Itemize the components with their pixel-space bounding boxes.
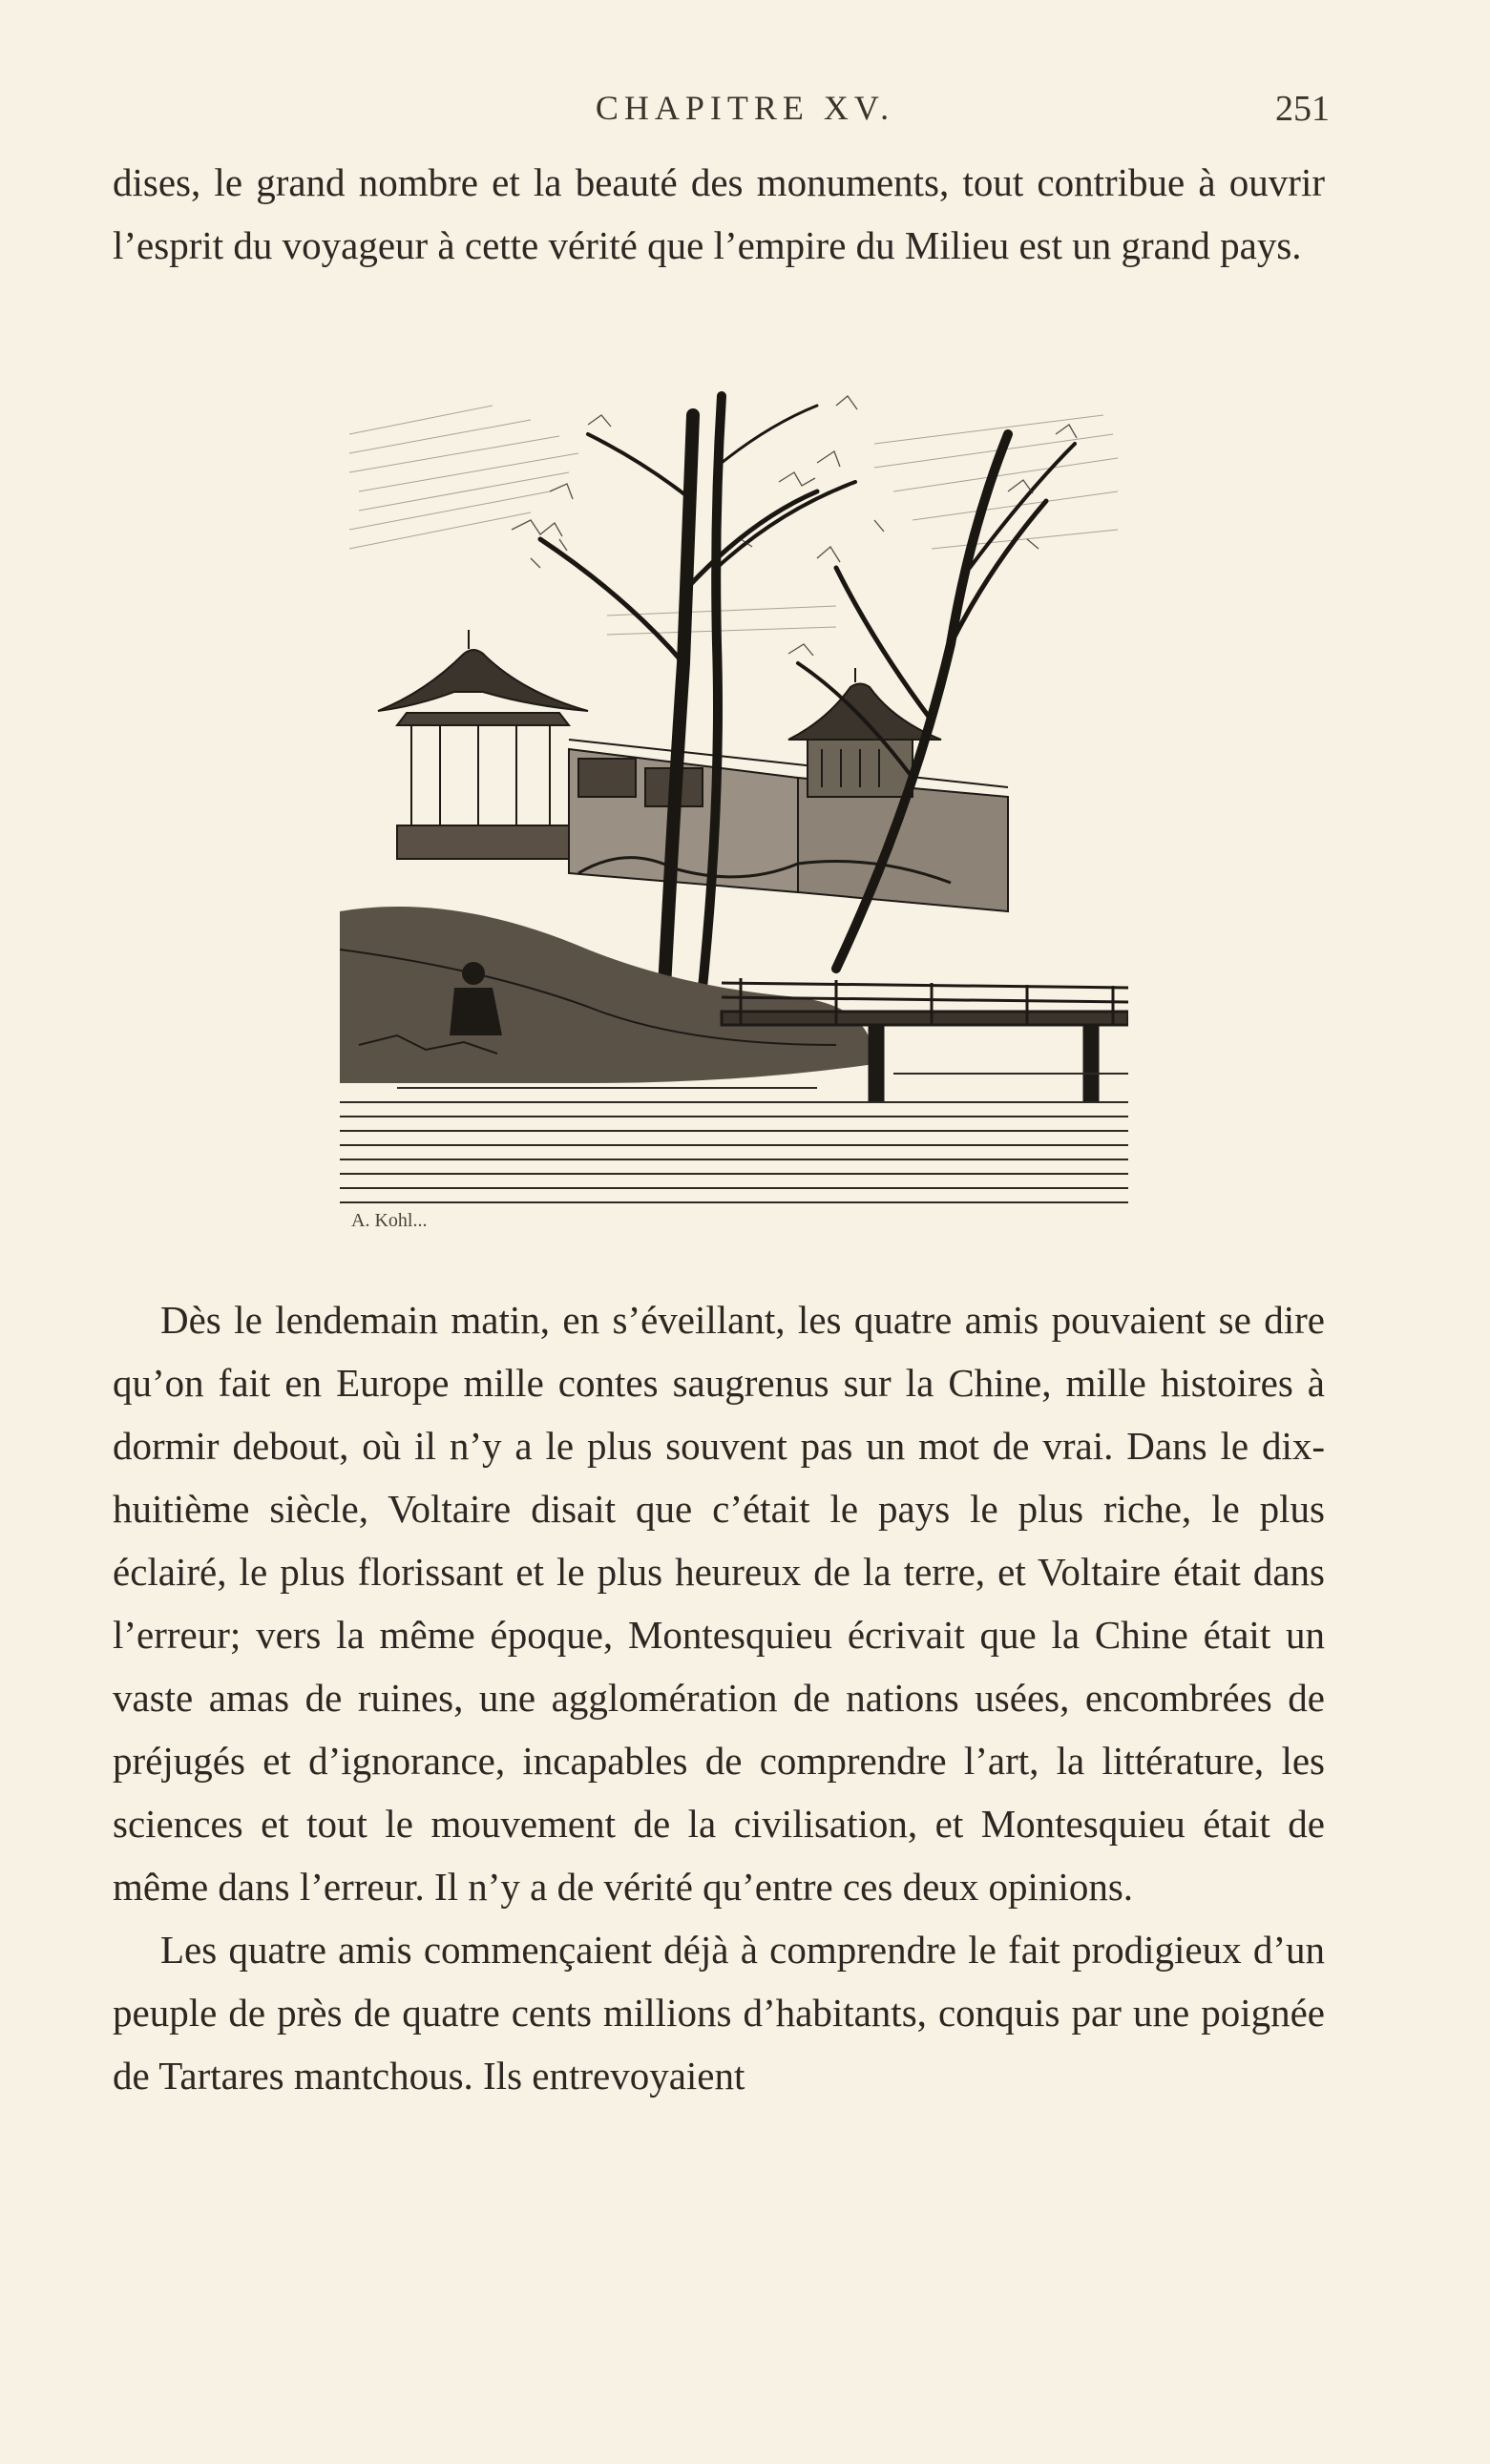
garden-wall	[569, 740, 1008, 911]
paragraph: Les quatre amis commençaient déjà à comprendre le fait prodigieux d’un peuple de près de quatre cents millions d’habitants, conquis par une poignée de Tartares mantchous. Ils entrevoyaient	[113, 1928, 1325, 2098]
paragraph: dises, le grand nombre et la beauté des monuments, tout contribue à ouvrir l’esprit du voyageur à cette vérité que l’empire du Milieu est un grand pays.	[113, 160, 1325, 267]
left-pavilion	[378, 630, 588, 859]
tree-foliage	[512, 396, 1077, 656]
paragraph: Dès le lendemain matin, en s’éveillant, les quatre amis pouvaient se dire qu’on fait en Europe mille contes saugrenus sur la Chine, mille histoires à dormir debout, où il n’y a le plus souvent pas un mot de vrai. Dans le dix-huitième siècle, Voltaire disait que c’était le pays le plus riche, le plus éclairé, le plus florissant et le plus heureux de la terre, et Voltaire était dans l’erreur; vers la même époque, Montesquieu écrivait que la Chine était un vaste amas de ruines, une agglomération de nations usées, encombrées de préjugés et d’ignorance, incapables de comprendre l’art, la littérature, les sciences et tout le mouvement de la civilisation, et Montesquieu était de même dans l’erreur. Il n’y a de vérité qu’entre ces deux opinions.	[113, 1298, 1325, 1909]
running-title: CHAPITRE XV.	[595, 89, 895, 127]
engraving-illustration	[340, 377, 1128, 1236]
text-block-top	[113, 151, 1325, 277]
water	[340, 1074, 1128, 1202]
page-number: 251	[1275, 89, 1330, 129]
engraver-signature: A. Kohl...	[351, 1210, 428, 1231]
river-bank	[340, 907, 874, 1083]
text-block-bottom	[113, 1288, 1325, 2107]
page-header	[0, 88, 1490, 136]
engraving-svg	[340, 377, 1128, 1236]
